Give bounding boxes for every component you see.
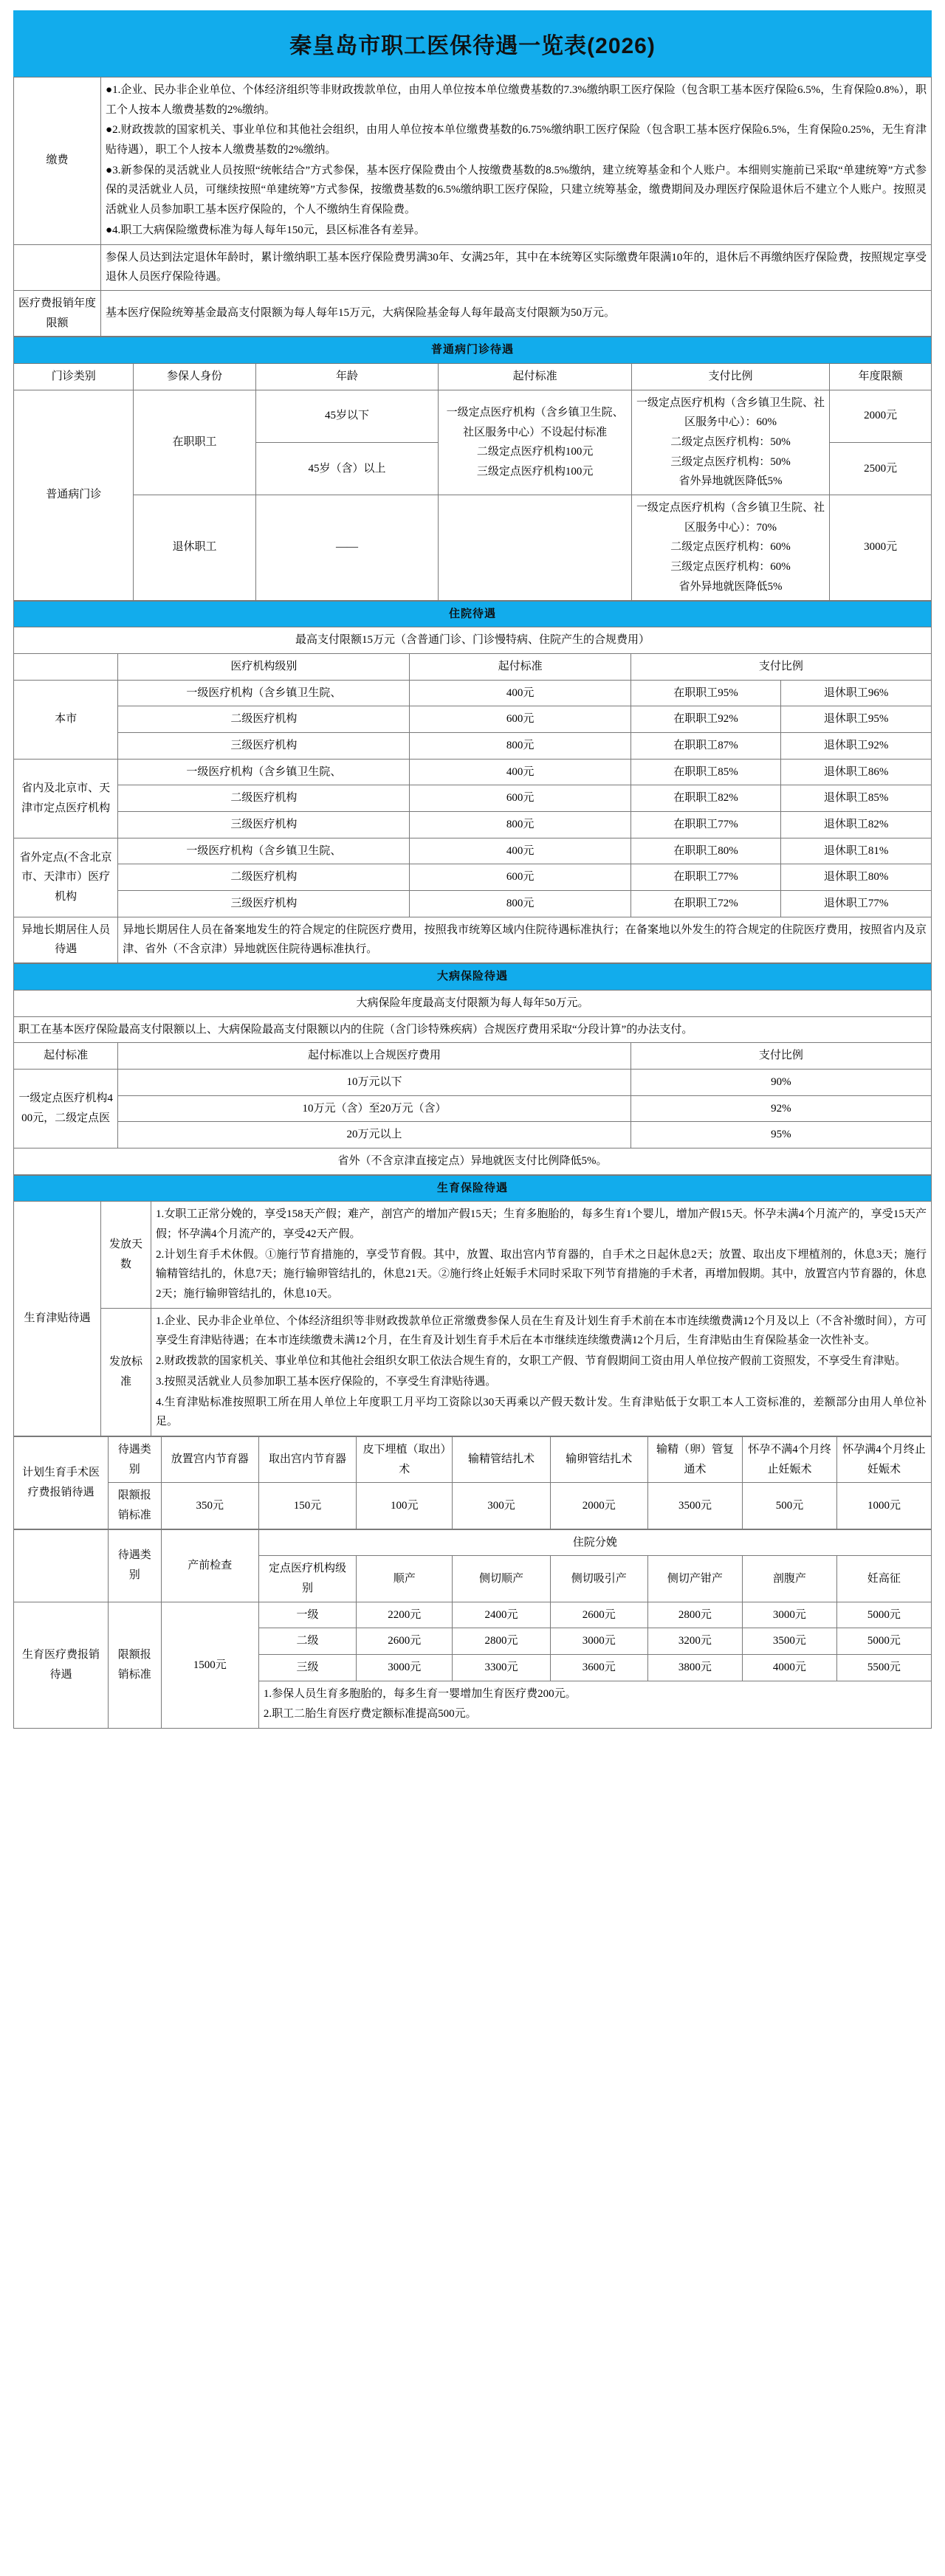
table-row-outprov-l2	[14, 864, 932, 891]
mm-l2-cesarean: 3500元	[742, 1628, 836, 1655]
cell-level-local-3: 三级医疗机构	[118, 732, 410, 759]
mm-prenatal-header: 产前检查	[161, 1529, 258, 1602]
cell-retired-outprov-2: 退休职工80%	[781, 864, 932, 891]
mm-note-2: 2.职工二胎生育医疗费定额标准提高500元。	[263, 1708, 477, 1721]
major-illness-intro: 职工在基本医疗保险最高支付限额以上、大病保险最高支付限额以内的住院（含门诊特殊疾病）合规医疗费用采取“分段计算”的办法支付。	[14, 1016, 932, 1043]
cell-active-prov-1: 在职职工85%	[630, 759, 781, 785]
section-banner-maternity	[14, 1175, 932, 1202]
contribution-item-2: ●2.财政拨款的国家机关、事业单位和其他社会组织，由用人单位按本单位缴费基数的6.75%缴纳职工医疗保险（包含职工基本医疗保险6.5%，生育保险0.25%，无生育津贴待遇），职工个人按本人缴费基数的2%缴纳。	[106, 124, 927, 156]
mm-col-vacuum: 侧切吸引产	[550, 1556, 647, 1602]
cell-deduct-prov-2: 600元	[410, 785, 630, 812]
mm-type-blank	[14, 1529, 109, 1602]
maternity-medical-group-row	[14, 1529, 932, 1556]
cell-active-local-3: 在职职工87%	[630, 732, 781, 759]
family-planning-header-row	[14, 1436, 932, 1482]
col-header-institution-level: 医疗机构级别	[118, 653, 410, 680]
mm-l1-hypertension: 5000元	[836, 1602, 931, 1628]
cell-deduct-local-1: 400元	[410, 680, 630, 706]
cell-age-over45: 45岁（含）以上	[255, 442, 439, 495]
table-row-prov-l3	[14, 812, 932, 838]
maternity-allowance-table	[13, 1175, 932, 1436]
fp-standard-label: 限额报销标准	[108, 1483, 161, 1529]
row-label-longterm-residents: 异地长期居住人员待遇	[14, 917, 118, 962]
cell-active-outprov-3: 在职职工72%	[630, 891, 781, 917]
row-label-issue-standard: 发放标准	[101, 1308, 151, 1436]
major-illness-intro-row	[14, 1016, 932, 1043]
mm-col-cesarean: 剖腹产	[742, 1556, 836, 1602]
fp-value-implant: 100元	[357, 1483, 453, 1529]
mm-l1-normal: 2200元	[357, 1602, 453, 1628]
cell-active-prov-2: 在职职工82%	[630, 785, 781, 812]
major-illness-max-row	[14, 990, 932, 1016]
contribution-item-1: ●1.企业、民办非企业单位、个体经济组织等非财政拨款单位，由用人单位按本单位缴费基数的7.3%缴纳职工医疗保险（包含职工基本医疗保险6.5%，生育保险0.8%），职工个人按本人缴费基数的2%缴纳。	[106, 84, 927, 116]
cell-active-outprov-1: 在职职工80%	[630, 838, 781, 864]
cell-level-outprov-1: 一级医疗机构（含乡镇卫生院、	[118, 838, 410, 864]
annual-limit-text: 基本医疗保险统筹基金最高支付限额为每人每年15万元，大病保险基金每人每年最高支付限额为50万元。	[101, 290, 932, 336]
table-row-local-l3	[14, 732, 932, 759]
major-illness-footnote: 省外（不含京津直接定点）异地就医支付比例降低5%。	[14, 1148, 932, 1174]
mm-l3-forceps: 3800元	[647, 1655, 742, 1681]
ratio-line-a1: 一级定点医疗机构（含乡镇卫生院、社区服务中心）：60%	[636, 396, 825, 429]
page-title-banner	[13, 10, 932, 77]
inpatient-table	[13, 601, 932, 964]
mm-level-1: 一级	[258, 1602, 356, 1628]
table-row-local-l2	[14, 706, 932, 733]
col-header-category: 门诊类别	[14, 363, 134, 390]
maternity-standard-item-1: 1.企业、民办非企业单位、个体经济组织等非财政拨款单位正常缴费参保人员在生育及计划生育手术前在本市连续缴费满12个月及以上（不含补缴时间），方可享受生育津贴待遇；在本市连续缴费未满12个月，在生育及计划生育手术后在本市继续连续缴费满12个月后，生育津贴由生育保险基金一次性补支。	[156, 1315, 927, 1347]
table-row-active-under45	[14, 390, 932, 442]
cell-level-prov-3: 三级医疗机构	[118, 812, 410, 838]
cell-level-outprov-3: 三级医疗机构	[118, 891, 410, 917]
ratio-line-a4: 省外异地就医降低5%	[678, 475, 783, 488]
ratio-line-r2: 二级定点医疗机构：60%	[670, 541, 791, 554]
cell-active-prov-3: 在职职工77%	[630, 812, 781, 838]
mm-standard-label: 限额报销标准	[108, 1602, 161, 1728]
cell-level-local-2: 二级医疗机构	[118, 706, 410, 733]
row-label-issue-days: 发放天数	[101, 1202, 151, 1308]
cell-cap-over45: 2500元	[830, 442, 932, 495]
maternity-standard-body	[151, 1308, 932, 1436]
table-row-mm-level1	[14, 1602, 932, 1628]
section-banner-maternity-label: 生育保险待遇	[14, 1175, 932, 1202]
cell-deductible-active	[439, 390, 632, 495]
cell-age-under45: 45岁以下	[255, 390, 439, 442]
cell-age-retired: ——	[255, 495, 439, 600]
cell-retired-local-1: 退休职工96%	[781, 680, 932, 706]
table-row-prov-l2	[14, 785, 932, 812]
maternity-days-item-1: 1.女职工正常分娩的，享受158天产假；难产，剖宫产的增加产假15天；生育多胞胎的，每多生育1个婴儿，增加产假15天。怀孕未满4个月流产的，享受15天产假；怀孕满4个月流产的，享受42天产假。	[156, 1208, 927, 1240]
cell-level-local-1: 一级医疗机构（含乡镇卫生院、	[118, 680, 410, 706]
mm-l3-hypertension: 5500元	[836, 1655, 931, 1681]
fp-col-vasectomy: 输精管结扎术	[453, 1436, 550, 1482]
col-header-identity: 参保人身份	[134, 363, 255, 390]
mm-l2-vacuum: 3000元	[550, 1628, 647, 1655]
mm-notes	[258, 1681, 931, 1728]
table-row-retirement-note	[14, 244, 932, 290]
cell-active-local-1: 在职职工95%	[630, 680, 781, 706]
retirement-note: 参保人员达到法定退休年龄时，累计缴纳职工基本医疗保险费男满30年、女满25年，其中在本统筹区实际缴费年限满10年的，退休后不再缴纳医疗保险费，按照规定享受退休人员医疗保险待遇。	[101, 244, 932, 290]
mm-prenatal-value: 1500元	[161, 1602, 258, 1728]
maternity-standard-item-4: 4.生育津贴标准按照职工所在用人单位上年度职工月平均工资除以30天再乘以产假天数计发。生育津贴低于女职工本人工资标准的，差额部分由用人单位补足。	[156, 1396, 927, 1428]
major-illness-footnote-row	[14, 1148, 932, 1174]
cell-cap-retired: 3000元	[830, 495, 932, 600]
contribution-body	[101, 78, 932, 245]
fp-value-term-over4m: 1000元	[836, 1483, 931, 1529]
major-illness-header-row	[14, 1043, 932, 1070]
col-header-mi-ratio: 支付比例	[630, 1043, 931, 1070]
row-label-maternity-allowance: 生育津贴待遇	[14, 1202, 101, 1436]
col-header-inpatient-ratio: 支付比例	[630, 653, 931, 680]
fp-value-tubal-ligation: 2000元	[550, 1483, 647, 1529]
mm-type-label: 待遇类别	[108, 1529, 161, 1602]
cell-ratio-retired	[631, 495, 829, 600]
mm-l2-normal: 2600元	[357, 1628, 453, 1655]
region-label-local: 本市	[14, 680, 118, 759]
cell-deduct-local-3: 800元	[410, 732, 630, 759]
cell-retired-outprov-3: 退休职工77%	[781, 891, 932, 917]
maternity-standard-item-2: 2.财政拨款的国家机关、事业单位和其他社会组织女职工依法合规生育的，女职工产假、节育假期间工资由用人单位按产假前工资照发，不享受生育津贴。	[156, 1355, 907, 1368]
mm-col-level-header: 定点医疗机构级别	[258, 1556, 356, 1602]
mm-l3-normal: 3000元	[357, 1655, 453, 1681]
cell-mi-range-2: 10万元（含）至20万元（含）	[118, 1095, 631, 1122]
mm-l2-forceps: 3200元	[647, 1628, 742, 1655]
family-planning-table	[13, 1436, 932, 1529]
inpatient-header-blank	[14, 653, 118, 680]
table-row-outprov-l1	[14, 838, 932, 864]
row-label-maternity-medical: 生育医疗费报销待遇	[14, 1602, 109, 1728]
mm-l1-cesarean: 3000元	[742, 1602, 836, 1628]
row-label-family-planning: 计划生育手术医疗费报销待遇	[14, 1436, 109, 1529]
deductible-line-2: 二级定点医疗机构100元	[476, 446, 594, 458]
table-row-maternity-standard	[14, 1308, 932, 1436]
cell-deduct-outprov-2: 600元	[410, 864, 630, 891]
mm-col-episiotomy: 侧切顺产	[453, 1556, 550, 1602]
fp-col-recanalization: 输精（卵）管复通术	[647, 1436, 742, 1482]
table-row-maternity-days	[14, 1202, 932, 1308]
cell-level-prov-1: 一级医疗机构（含乡镇卫生院、	[118, 759, 410, 785]
contribution-item-3: ●3.新参保的灵活就业人员按照“统帐结合”方式参保，基本医疗保险费由个人按缴费基数的8.5%缴纳，建立统筹基金和个人账户。本细则实施前已采取“单建统筹”方式参保的灵活就业人员，可继续按照“单建统筹”方式参保，按缴费基数的6.5%缴纳职工医疗保险，只建立统筹基金，缴费期间及办理医疗保险退休后不建立个人账户。按照灵活就业人员参加职工基本医疗保险的，个人不缴纳生育保险费。	[106, 164, 927, 216]
fp-col-term-over4m: 怀孕满4个月终止妊娠术	[836, 1436, 931, 1482]
mm-l1-forceps: 2800元	[647, 1602, 742, 1628]
inpatient-header-row	[14, 653, 932, 680]
mm-col-normal: 顺产	[357, 1556, 453, 1602]
mm-l2-hypertension: 5000元	[836, 1628, 931, 1655]
cell-retired-local-3: 退休职工92%	[781, 732, 932, 759]
table-row-longterm-residents	[14, 917, 932, 962]
cell-deduct-outprov-3: 800元	[410, 891, 630, 917]
col-header-deductible: 起付标准	[439, 363, 632, 390]
fp-value-iud-remove: 150元	[258, 1483, 356, 1529]
cell-deduct-local-2: 600元	[410, 706, 630, 733]
maternity-standard-item-3: 3.按照灵活就业人员参加职工基本医疗保险的，不享受生育津贴待遇。	[156, 1375, 497, 1388]
ratio-line-a3: 三级定点医疗机构：50%	[670, 455, 791, 468]
cell-retired-prov-3: 退休职工82%	[781, 812, 932, 838]
ratio-line-a2: 二级定点医疗机构：50%	[670, 436, 791, 448]
fp-col-iud-remove: 取出宫内节育器	[258, 1436, 356, 1482]
section-banner-major-illness-label: 大病保险待遇	[14, 964, 932, 991]
cell-identity-active: 在职职工	[134, 390, 255, 495]
col-header-age: 年龄	[255, 363, 439, 390]
section-banner-inpatient-label: 住院待遇	[14, 601, 932, 627]
fp-value-term-under4m: 500元	[742, 1483, 836, 1529]
fp-col-iud-insert: 放置宫内节育器	[161, 1436, 258, 1482]
table-row-mi-tier3	[14, 1122, 932, 1148]
fp-type-label: 待遇类别	[108, 1436, 161, 1482]
maternity-days-body	[151, 1202, 932, 1308]
cell-retired-prov-2: 退休职工85%	[781, 785, 932, 812]
row-label-blank	[14, 244, 101, 290]
insurance-table-page	[0, 10, 945, 1739]
cell-active-local-2: 在职职工92%	[630, 706, 781, 733]
mm-level-2: 二级	[258, 1628, 356, 1655]
major-illness-max-note: 大病保险年度最高支付限额为每人每年50万元。	[14, 990, 932, 1016]
family-planning-values-row	[14, 1483, 932, 1529]
cell-ratio-active	[631, 390, 829, 495]
section-banner-major-illness	[14, 964, 932, 991]
ratio-line-r3: 三级定点医疗机构：60%	[670, 561, 791, 574]
col-header-ratio: 支付比例	[631, 363, 829, 390]
table-row-mi-tier1	[14, 1069, 932, 1095]
mm-delivery-group-header: 住院分娩	[258, 1529, 931, 1556]
cell-active-outprov-2: 在职职工77%	[630, 864, 781, 891]
section-banner-outpatient	[14, 337, 932, 364]
col-header-mi-expense: 起付标准以上合规医疗费用	[118, 1043, 631, 1070]
maternity-medical-table	[13, 1529, 932, 1729]
cell-mi-range-1: 10万元以下	[118, 1069, 631, 1095]
mm-col-hypertension: 妊高征	[836, 1556, 931, 1602]
fp-value-vasectomy: 300元	[453, 1483, 550, 1529]
mm-level-3: 三级	[258, 1655, 356, 1681]
cell-retired-outprov-1: 退休职工81%	[781, 838, 932, 864]
cell-deduct-outprov-1: 400元	[410, 838, 630, 864]
col-header-mi-deductible: 起付标准	[14, 1043, 118, 1070]
inpatient-max-note-row	[14, 627, 932, 654]
inpatient-max-note: 最高支付限额15万元（含普通门诊、门诊慢特病、住院产生的合规费用）	[14, 627, 932, 654]
row-label-annual-limit: 医疗费报销年度限额	[14, 290, 101, 336]
outpatient-table	[13, 337, 932, 600]
fp-col-term-under4m: 怀孕不满4个月终止妊娠术	[742, 1436, 836, 1482]
cell-identity-retired: 退休职工	[134, 495, 255, 600]
cell-level-outprov-2: 二级医疗机构	[118, 864, 410, 891]
table-row-mi-tier2	[14, 1095, 932, 1122]
contribution-table	[13, 77, 932, 337]
cell-mi-ratio-2: 92%	[630, 1095, 931, 1122]
mi-deductible-label: 一级定点医疗机构400元，二级定点医	[14, 1069, 118, 1148]
col-header-annual-cap: 年度限额	[830, 363, 932, 390]
major-illness-table	[13, 963, 932, 1175]
table-row-contribution	[14, 78, 932, 245]
cell-mi-range-3: 20万元以上	[118, 1122, 631, 1148]
region-label-out-of-province: 省外定点(不含北京市、天津市）医疗机构	[14, 838, 118, 917]
mm-col-forceps: 侧切产钳产	[647, 1556, 742, 1602]
cell-retired-local-2: 退休职工95%	[781, 706, 932, 733]
cell-cap-under45: 2000元	[830, 390, 932, 442]
cell-deductible-retired	[439, 495, 632, 600]
fp-value-iud-insert: 350元	[161, 1483, 258, 1529]
table-row-outprov-l3	[14, 891, 932, 917]
row-label-outpatient-category: 普通病门诊	[14, 390, 134, 600]
cell-level-prov-2: 二级医疗机构	[118, 785, 410, 812]
row-label-contribution: 缴费	[14, 78, 101, 245]
cell-mi-ratio-3: 95%	[630, 1122, 931, 1148]
cell-mi-ratio-1: 90%	[630, 1069, 931, 1095]
region-label-province-bj-tj: 省内及北京市、天津市定点医疗机构	[14, 759, 118, 838]
table-row-prov-l1	[14, 759, 932, 785]
contribution-item-4: ●4.职工大病保险缴费标准为每人每年150元，县区标准各有差异。	[106, 224, 425, 236]
mm-l3-episiotomy: 3300元	[453, 1655, 550, 1681]
mm-l2-episiotomy: 2800元	[453, 1628, 550, 1655]
mm-note-1: 1.参保人员生育多胞胎的，每多生育一婴增加生育医疗费200元。	[263, 1687, 577, 1700]
cell-deduct-prov-3: 800元	[410, 812, 630, 838]
mm-l3-cesarean: 4000元	[742, 1655, 836, 1681]
mm-l1-vacuum: 2600元	[550, 1602, 647, 1628]
section-banner-inpatient	[14, 601, 932, 627]
table-row-retired	[14, 495, 932, 600]
ratio-line-r1: 一级定点医疗机构（含乡镇卫生院、社区服务中心）：70%	[636, 502, 825, 534]
fp-col-implant: 皮下埋植（取出）术	[357, 1436, 453, 1482]
deductible-line-1: 一级定点医疗机构（含乡镇卫生院、社区服务中心）不设起付标准	[446, 406, 624, 438]
col-header-inpatient-deductible: 起付标准	[410, 653, 630, 680]
ratio-line-r4: 省外异地就医降低5%	[678, 580, 783, 593]
outpatient-header-row	[14, 363, 932, 390]
deductible-line-3: 三级定点医疗机构100元	[476, 466, 594, 478]
cell-deduct-prov-1: 400元	[410, 759, 630, 785]
mm-l1-episiotomy: 2400元	[453, 1602, 550, 1628]
section-banner-outpatient-label: 普通病门诊待遇	[14, 337, 932, 364]
table-row-annual-limit	[14, 290, 932, 336]
page-title: 秦皇岛市职工医保待遇一览表(2026)	[289, 34, 656, 58]
maternity-days-item-2: 2.计划生育手术休假。①施行节育措施的，享受节育假。其中，放置、取出宫内节育器的，自手术之日起休息2天；放置、取出皮下埋植剂的，休息3天；施行输精管结扎的，休息7天；施行输卵管结扎的，休息21天。②施行终止妊娠手术同时采取下列节育措施的手术者，再增加假期。其中，放置宫内节育器的，休息2天；施行输卵管结扎的，休息10天。	[156, 1248, 927, 1301]
fp-col-tubal-ligation: 输卵管结扎术	[550, 1436, 647, 1482]
longterm-residents-text: 异地长期居住人员在备案地发生的符合规定的住院医疗费用，按照我市统筹区域内住院待遇标准执行；在备案地以外发生的符合规定的住院医疗费用，按照省内及京津、省外（不含京津）异地就医住院待遇标准执行。	[118, 917, 932, 962]
table-row-local-l1	[14, 680, 932, 706]
fp-value-recanalization: 3500元	[647, 1483, 742, 1529]
cell-retired-prov-1: 退休职工86%	[781, 759, 932, 785]
mm-l3-vacuum: 3600元	[550, 1655, 647, 1681]
